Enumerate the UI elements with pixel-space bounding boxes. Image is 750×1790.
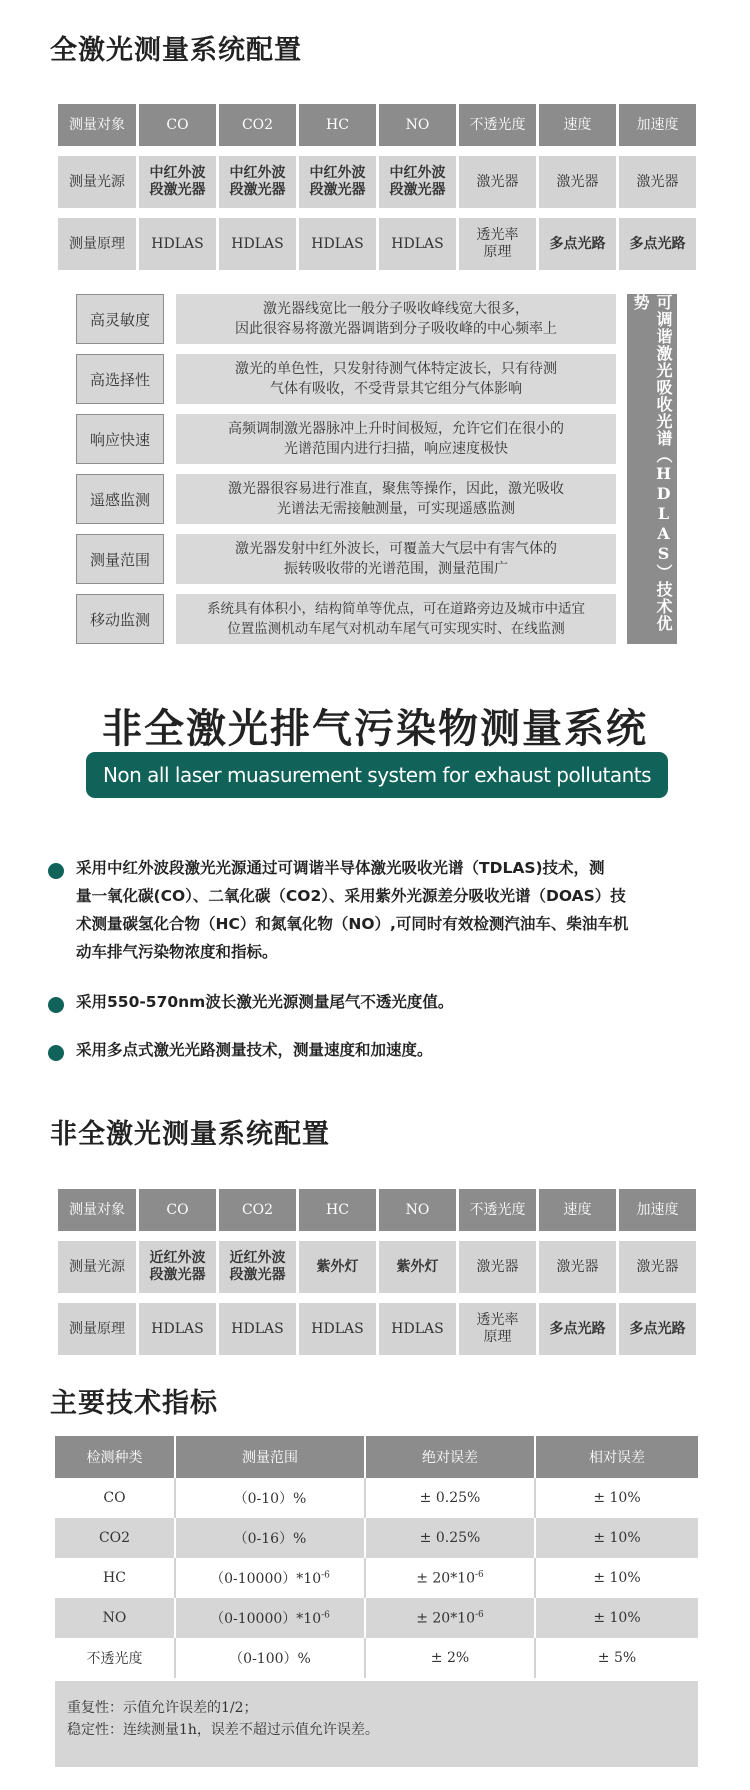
section1-title: 全激光测量系统配置 bbox=[50, 35, 302, 66]
header-cell: CO bbox=[139, 1189, 216, 1231]
principle-cell: HDLAS bbox=[299, 1303, 376, 1355]
bullet-text: 采用550-570nm波长激光光源测量尾气不透光度值。 bbox=[76, 993, 454, 1011]
section3-title: 非全激光测量系统配置 bbox=[50, 1119, 330, 1150]
principle-cell: HDLAS bbox=[379, 1303, 456, 1355]
range-cell: （0-16）% bbox=[175, 1518, 365, 1558]
kind-cell: NO bbox=[55, 1598, 175, 1638]
header-cell: 不透光度 bbox=[459, 1189, 536, 1231]
header-cell: HC bbox=[299, 104, 376, 146]
principle-cell: 透光率 原理 bbox=[459, 218, 536, 270]
advantage-description: 激光器线宽比一般分子吸收峰线宽大很多， 因此很容易将激光器调谐到分子吸收峰的中心频率上 bbox=[176, 294, 616, 344]
kind-cell: 不透光度 bbox=[55, 1638, 175, 1678]
kind-cell: CO bbox=[55, 1478, 175, 1518]
note-repeatability: 重复性：示值允许误差的1/2； bbox=[67, 1700, 258, 1716]
specs-title: 主要技术指标 bbox=[50, 1388, 218, 1419]
source-cell: 近红外波 段激光器 bbox=[139, 1241, 216, 1293]
header-cell: 检测种类 bbox=[55, 1436, 175, 1478]
range-cell: （0-100）% bbox=[175, 1638, 365, 1678]
header-cell: 相对误差 bbox=[535, 1436, 698, 1478]
specs-header-row bbox=[55, 1436, 698, 1478]
header-cell: NO bbox=[379, 104, 456, 146]
advantage-label: 测量范围 bbox=[76, 534, 164, 584]
config-principle-row bbox=[58, 1303, 696, 1355]
header-cell: 绝对误差 bbox=[365, 1436, 535, 1478]
principle-cell: 多点光路 bbox=[619, 218, 696, 270]
header-cell: 不透光度 bbox=[459, 104, 536, 146]
principle-cell: HDLAS bbox=[219, 1303, 296, 1355]
principle-cell: HDLAS bbox=[139, 1303, 216, 1355]
row-label: 测量原理 bbox=[58, 1303, 136, 1355]
config-source-row bbox=[58, 1241, 696, 1293]
non-full-laser-config-table bbox=[55, 1189, 699, 1355]
section2-title: 非全激光排气污染物测量系统 bbox=[102, 705, 648, 752]
specs-notes bbox=[55, 1681, 698, 1767]
source-cell: 中红外波 段激光器 bbox=[139, 156, 216, 208]
source-cell: 激光器 bbox=[619, 156, 696, 208]
rel-error-cell: ± 10% bbox=[535, 1558, 698, 1598]
config-header-row bbox=[58, 1189, 696, 1231]
range-cell: $(0-10000)*10^{-6}$ bbox=[175, 1558, 365, 1598]
config-header-row bbox=[58, 104, 696, 146]
source-cell: 近红外波 段激光器 bbox=[219, 1241, 296, 1293]
advantage-description: 高频调制激光器脉冲上升时间极短，允许它们在很小的 光谱范围内进行扫描，响应速度极快 bbox=[176, 414, 616, 464]
principle-cell: 多点光路 bbox=[539, 1303, 616, 1355]
source-cell: 激光器 bbox=[539, 1241, 616, 1293]
bullet-dot-icon bbox=[48, 997, 64, 1013]
header-cell: 测量对象 bbox=[58, 104, 136, 146]
principle-cell: HDLAS bbox=[299, 218, 376, 270]
kind-cell: CO2 bbox=[55, 1518, 175, 1558]
table-row bbox=[55, 1478, 698, 1518]
principle-cell: HDLAS bbox=[219, 218, 296, 270]
principle-cell: 多点光路 bbox=[619, 1303, 696, 1355]
advantage-description: 激光器发射中红外波长，可覆盖大气层中有害气体的 振转吸收带的光谱范围，测量范围广 bbox=[176, 534, 616, 584]
header-cell: NO bbox=[379, 1189, 456, 1231]
advantage-description: 系统具有体积小，结构简单等优点，可在道路旁边及城市中适宜 位置监测机动车尾气对机动车尾气可实现实时、在线监测 bbox=[176, 594, 616, 644]
full-laser-config-table bbox=[55, 104, 699, 270]
header-cell: 加速度 bbox=[619, 1189, 696, 1231]
row-label: 测量光源 bbox=[58, 156, 136, 208]
source-cell: 中红外波 段激光器 bbox=[299, 156, 376, 208]
abs-error-cell: ± 2% bbox=[365, 1638, 535, 1678]
table-row bbox=[55, 1638, 698, 1678]
abs-error-cell: ± $20*10^{-6}$ bbox=[365, 1558, 535, 1598]
source-cell: 激光器 bbox=[619, 1241, 696, 1293]
principle-cell: HDLAS bbox=[379, 218, 456, 270]
table-row bbox=[55, 1518, 698, 1558]
advantage-label: 高选择性 bbox=[76, 354, 164, 404]
header-cell: 加速度 bbox=[619, 104, 696, 146]
rel-error-cell: ± 5% bbox=[535, 1638, 698, 1678]
abs-error-cell: ± $20*10^{-6}$ bbox=[365, 1598, 535, 1638]
header-cell: CO2 bbox=[219, 104, 296, 146]
row-label: 测量光源 bbox=[58, 1241, 136, 1293]
source-cell: 中红外波 段激光器 bbox=[379, 156, 456, 208]
row-label: 测量原理 bbox=[58, 218, 136, 270]
rel-error-cell: ± 10% bbox=[535, 1478, 698, 1518]
header-cell: CO bbox=[139, 104, 216, 146]
rel-error-cell: ± 10% bbox=[535, 1598, 698, 1638]
table-row bbox=[55, 1598, 698, 1638]
advantages-side-label: 可调谐激光吸收光谱（HDLAS）技术优势 bbox=[627, 294, 677, 644]
rel-error-cell: ± 10% bbox=[535, 1518, 698, 1558]
advantage-label: 移动监测 bbox=[76, 594, 164, 644]
bullet-text: 采用中红外波段激光光源通过可调谐半导体激光吸收光谱（TDLAS)技术，测 量一氧化碳(CO）、二氧化碳（CO2）、采用紫外光源差分吸收光谱（DOAS）技 术测量碳氢化合物（HC）和氮氧化物（NO）,可同时有效检测汽油车、柴油车机 动车排气污染物浓度和指标。 bbox=[76, 859, 629, 961]
source-cell: 中红外波 段激光器 bbox=[219, 156, 296, 208]
kind-cell: HC bbox=[55, 1558, 175, 1598]
range-cell: $(0-10000)*10^{-6}$ bbox=[175, 1598, 365, 1638]
abs-error-cell: ± 0.25% bbox=[365, 1478, 535, 1518]
principle-cell: HDLAS bbox=[139, 218, 216, 270]
header-cell: HC bbox=[299, 1189, 376, 1231]
advantage-description: 激光的单色性，只发射待测气体特定波长，只有待测 气体有吸收，不受背景其它组分气体影响 bbox=[176, 354, 616, 404]
principle-cell: 透光率 原理 bbox=[459, 1303, 536, 1355]
advantage-label: 响应快速 bbox=[76, 414, 164, 464]
advantage-description: 激光器很容易进行准直，聚焦等操作，因此，激光吸收 光谱法无需接触测量，可实现遥感监测 bbox=[176, 474, 616, 524]
header-cell: CO2 bbox=[219, 1189, 296, 1231]
source-cell: 激光器 bbox=[539, 156, 616, 208]
section2-subtitle-banner: Non all laser muasurement system for exhaust pollutants bbox=[86, 752, 668, 798]
specs-table bbox=[55, 1436, 698, 1678]
range-cell: （0-10）% bbox=[175, 1478, 365, 1518]
source-cell: 紫外灯 bbox=[379, 1241, 456, 1293]
bullet-text: 采用多点式激光光路测量技术，测量速度和加速度。 bbox=[76, 1041, 433, 1059]
note-stability: 稳定性：连续测量1h，误差不超过示值允许误差。 bbox=[67, 1722, 379, 1738]
config-source-row bbox=[58, 156, 696, 208]
source-cell: 激光器 bbox=[459, 156, 536, 208]
header-cell: 测量对象 bbox=[58, 1189, 136, 1231]
source-cell: 激光器 bbox=[459, 1241, 536, 1293]
abs-error-cell: ± 0.25% bbox=[365, 1518, 535, 1558]
source-cell: 紫外灯 bbox=[299, 1241, 376, 1293]
bullet-dot-icon bbox=[48, 1045, 64, 1061]
bullet-dot-icon bbox=[48, 863, 64, 879]
table-row bbox=[55, 1558, 698, 1598]
config-principle-row bbox=[58, 218, 696, 270]
header-cell: 速度 bbox=[539, 104, 616, 146]
header-cell: 速度 bbox=[539, 1189, 616, 1231]
advantage-label: 高灵敏度 bbox=[76, 294, 164, 344]
header-cell: 测量范围 bbox=[175, 1436, 365, 1478]
principle-cell: 多点光路 bbox=[539, 218, 616, 270]
advantage-label: 遥感监测 bbox=[76, 474, 164, 524]
